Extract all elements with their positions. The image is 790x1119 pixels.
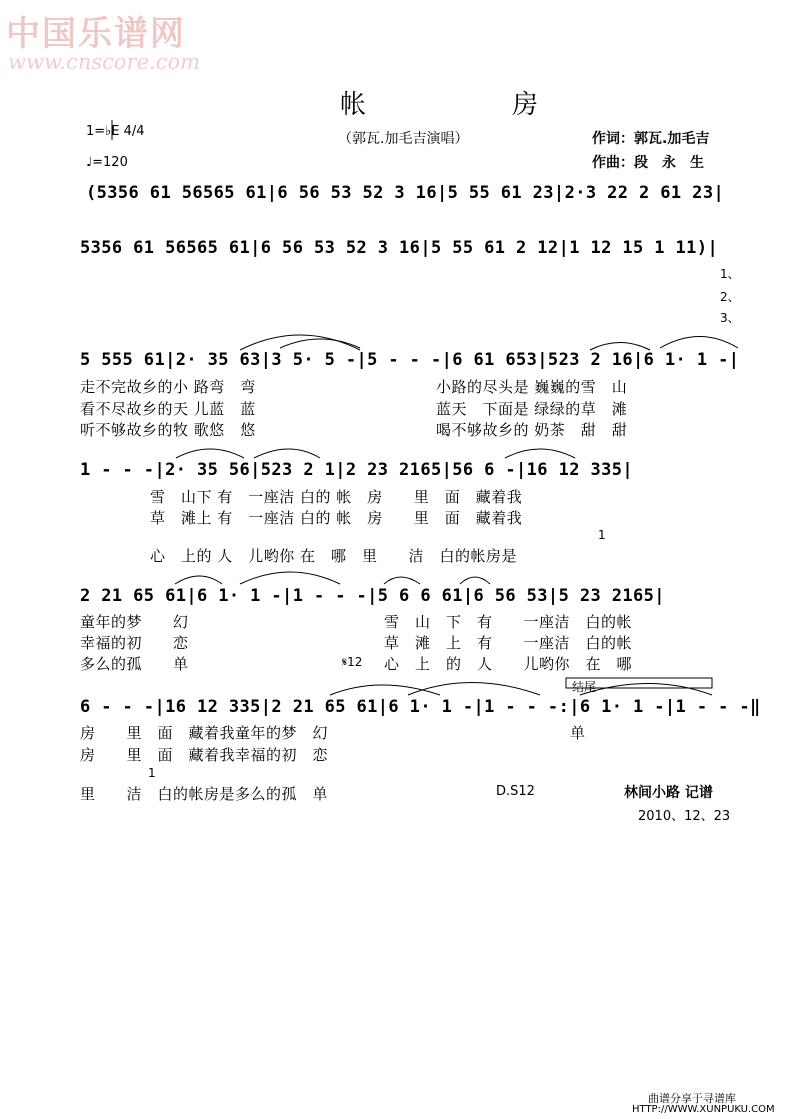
slur-11 [460, 577, 490, 584]
notation-line-1: (5356 61 56565 61|6 56 53 52 3 16|5 55 61 23|2·3 22 2 61 23| [86, 183, 725, 203]
lyric-line-4-verse-2: 草 滩上 有 一座洁 白的 帐 房 里 面 藏着我 [150, 509, 523, 527]
lyric-line-3-verse-3: 听不够故乡的牧 歌悠 悠 [80, 421, 256, 439]
lyric-line-5-left-verse-3: 多么的孤 单 [80, 655, 189, 673]
verse-number-1: 1、 [720, 267, 740, 281]
lyric-line-6-verse-2: 房 里 面 藏着我幸福的初 恋 [80, 746, 329, 764]
slur-7 [505, 449, 575, 458]
key-signature: 1=♭E 4/4 [86, 124, 145, 139]
slur-6 [254, 449, 320, 458]
lyric-line-5-right-verse-2: 草 滩 上 有 一座洁 白的帐 [384, 634, 633, 652]
lyric-line-5-right-verse-1: 雪 山 下 有 一座洁 白的帐 [384, 613, 633, 631]
slur-1 [280, 339, 360, 348]
lyric-line-6-verse-1: 房 里 面 藏着我童年的梦 幻 [80, 724, 329, 742]
notation-line-4: 1 - - -|2· 35 56|523 2 1|2 23 2165|56 6 -|16 12 335| [80, 460, 634, 480]
lyric-line-3-right-verse-1: 小路的尽头是 巍巍的雪 山 [436, 378, 628, 396]
lyric-line-5-right-verse-3: 心 上 的 人 儿哟你 在 哪 [384, 655, 633, 673]
lyric-line-3-right-verse-3: 喝不够故乡的 奶茶 甜 甜 [436, 421, 628, 439]
slur-3 [590, 343, 650, 351]
lyric-line-3-right-verse-2: 蓝天 下面是 绿绿的草 滩 [436, 400, 628, 418]
lyric-line-6-verse-3: 里 洁 白的帐房是多么的孤 单 [80, 785, 329, 803]
notation-line-2: 5356 61 56565 61|6 56 53 52 3 16|5 55 61 2 12|1 12 15 1 11)| [80, 238, 719, 258]
notation-line-6: 6 - - -|16 12 335|2 21 65 61|6 1· 1 -|1 - - -:|6 1· 1 -|1 - - -‖ [80, 697, 761, 717]
slur-9 [240, 572, 340, 584]
lyric-line-5-left-verse-1: 童年的梦 幻 [80, 613, 189, 631]
slur-2 [240, 335, 360, 350]
slur-8 [175, 576, 222, 584]
verse-number-3: 3、 [720, 311, 740, 325]
lyric-line-3-verse-1: 走不完故乡的小 路弯 弯 [80, 378, 256, 396]
lyricist-credit: 作词：郭瓦.加毛吉 [592, 131, 710, 147]
lyric-line-3-verse-2: 看不尽故乡的天 儿蓝 蓝 [80, 400, 256, 418]
slur-10 [384, 577, 420, 584]
lyric-line-5-left-verse-2: 幸福的初 恋 [80, 634, 189, 652]
slur-13 [408, 683, 540, 696]
verse-number-2: 2、 [720, 290, 740, 304]
segno-mark: 𝄋12 [342, 655, 363, 669]
footer-share-text: 曲谱分享于寻谱库 [648, 1092, 736, 1105]
transcription-date: 2010、12、23 [638, 809, 731, 824]
coda-label: 结尾 [572, 680, 597, 694]
dal-segno-mark: D.S12 [496, 784, 535, 799]
lyric-line-6-coda: 单 [570, 724, 586, 742]
tempo-marking: ♩=120 [86, 155, 128, 170]
lyric-line-4-verse-1: 雪 山下 有 一座洁 白的 帐 房 里 面 藏着我 [150, 488, 523, 506]
repeat-ending-mark-2: 1 [148, 766, 156, 780]
watermark-site-name: 中国乐谱网 [6, 14, 186, 54]
lyric-line-4-verse-3: 心 上的 人 儿哟你 在 哪 里 洁 白的帐房是 [150, 547, 518, 565]
slur-14 [580, 684, 712, 696]
notation-line-3: 5 555 61|2· 35 63|3 5· 5 -|5 - - -|6 61 653|523 2 16|6 1· 1 -| [80, 350, 740, 370]
repeat-ending-mark: 1 [598, 528, 606, 542]
footer-url[interactable]: HTTP://WWW.XUNPUKU.COM [632, 1104, 775, 1115]
song-title: 帐 房 [340, 90, 599, 120]
notation-line-5: 2 21 65 61|6 1· 1 -|1 - - -|5 6 6 61|6 56 53|5 23 2165| [80, 586, 665, 606]
transcriber-credit: 林间小路 记谱 [624, 785, 713, 801]
song-subtitle: （郭瓦.加毛吉演唱） [338, 131, 469, 147]
composer-credit: 作曲：段 永 生 [592, 155, 704, 171]
slur-4 [660, 337, 738, 349]
coda-bracket [566, 678, 712, 688]
watermark-url: www.cnscore.com [8, 50, 201, 74]
slur-5 [176, 449, 244, 458]
